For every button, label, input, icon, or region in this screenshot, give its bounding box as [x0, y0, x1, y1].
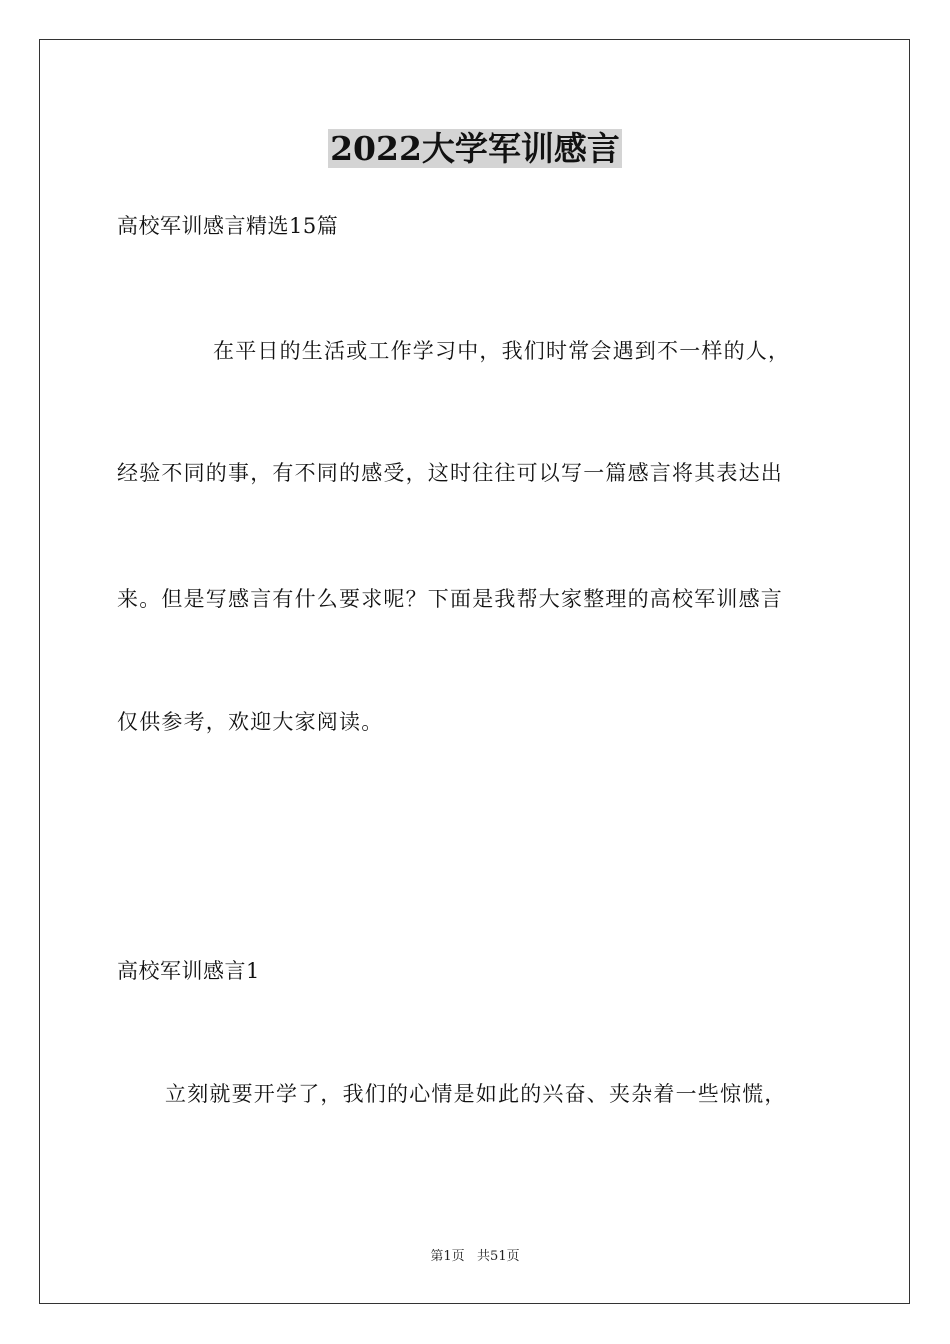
- document-title: [0, 128, 950, 170]
- section-heading: 高校军训感言1: [117, 959, 260, 983]
- paragraph-line: 仅供参考，欢迎大家阅读。: [117, 710, 384, 734]
- page-footer: 第1页 共51页: [430, 1249, 520, 1264]
- document-subtitle: 高校军训感言精选15篇: [117, 214, 339, 238]
- paragraph-line: 在平日的生活或工作学习中，我们时常会遇到不一样的人，: [213, 339, 791, 363]
- paragraph-line: 来。但是写感言有什么要求呢？下面是我帮大家整理的高校军训感言: [117, 587, 783, 611]
- paragraph-line: 立刻就要开学了，我们的心情是如此的兴奋、夹杂着一些惊慌，: [165, 1082, 787, 1106]
- document-title-text: 2022大学军训感言: [330, 129, 620, 168]
- paragraph-line: 经验不同的事，有不同的感受，这时往往可以写一篇感言将其表达出: [117, 461, 783, 485]
